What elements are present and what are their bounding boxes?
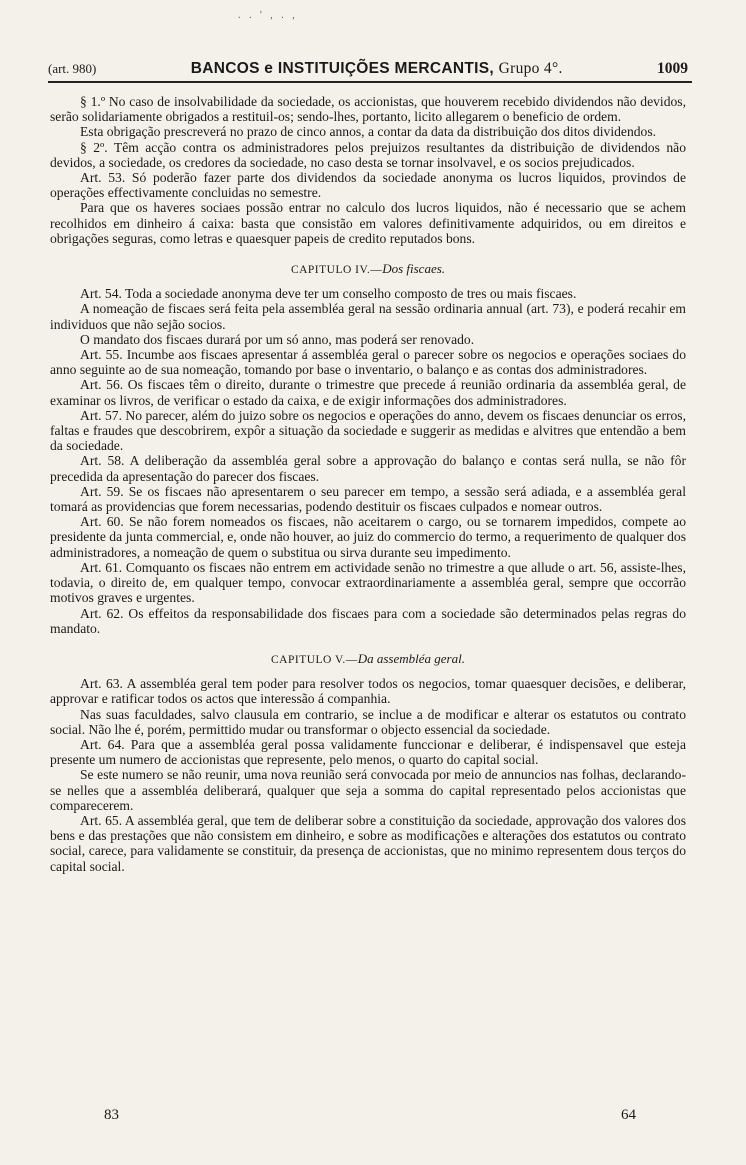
paragraph: Art. 65. A assembléa geral, que tem de deliberar sobre a constituição da sociedade, approvação dos valores dos bens e das prestações que não consistem em dinheiro, e sobre as modificações e alterações dos estatutos ou contrato social, carece, para validamente se constituir, da presença de accionistas, que no minimo representem dous terços do capital social. [50,812,686,874]
paragraph: O mandato dos fiscaes durará por um só anno, mas poderá ser renovado. [80,331,475,347]
paragraph: Art. 53. Só poderão fazer parte dos dividendos da sociedade anonyma os lucros liquidos, provindos de operações effectivamente concluidas no semestre. [50,170,686,201]
header-rule [48,81,692,83]
chapter-title: Da assembléa geral. [357,650,465,666]
header-title [191,60,563,78]
top-marks: . . ' , . , [238,10,298,21]
paragraph: Art. 54. Toda a sociedade anonyma deve ter um conselho composto de tres ou mais fiscaes. [80,286,577,302]
paragraph: § 1.º No caso de insolvabilidade da sociedade, os accionistas, que houverem recebido dividendos não devidos, serão solidariamente obrigados a restituil-os; sendo-lhes, portanto, licito allegarem o beneficio de ordem. [50,94,686,125]
paragraph: Art. 63. A assembléa geral tem poder para resolver todos os negocios, tomar quaesquer decisões, e deliberar, approvar e ratificar todos os actos que interessão á companhia. [50,676,686,707]
paragraph: Art. 61. Comquanto os fiscaes não entrem em actividade senão no trimestre a que allude o art. 56, assiste-lhes, todavia, o direito de, em qualquer tempo, convocar extraordinariamente a assembléa geral, sempre que occorrão motivos graves e urgentes. [50,559,686,606]
paragraph: A nomeação de fiscaes será feita pela assembléa geral na sessão ordinaria annual (art. 73), e poderá recahir em individuos que não sejão socios. [50,301,686,332]
chapter-heading-v [50,651,686,668]
chapter-label: CAPITULO V.— [271,653,358,666]
paragraph: Nas suas faculdades, salvo clausula em contrario, se inclue a de modificar e alterar os estatutos ou contrato social. Não lhe é, porém, permittido mudar ou transformar o objecto essencial da sociedade. [50,706,686,737]
paragraph: Art. 55. Incumbe aos fiscaes apresentar á assembléa geral o parecer sobre os negocios e operações sociaes do anno seguinte ao de sua nomeação, tomando por base o inventario, o balanço e as contas dos administradores. [50,347,686,378]
chapter-title: Dos fiscaes. [382,261,446,277]
paragraph: Art. 58. A deliberação da assembléa geral sobre a approvação do balanço e contas será nulla, se não fôr precedida da apresentação do parecer dos fiscaes. [50,453,686,484]
footer-right-number: 64 [621,1107,636,1123]
paragraph: Art. 59. Se os fiscaes não apresentarem o seu parecer em tempo, a sessão será adiada, e a assembléa geral tomará as providencias que forem necessarias, podendo destituir os fiscaes culpados e nomear outros. [50,483,686,515]
paragraph: Art. 56. Os fiscaes têm o direito, durante o trimestre que precede á reunião ordinaria da assembléa geral, de examinar os livros, de verificar o estado da caixa, e de exigir informações dos administradores. [50,377,686,408]
body-text [50,94,686,874]
paragraph: Esta obrigação prescreverá no prazo de cinco annos, a contar da data da distribuição dos ditos dividendos. [80,124,657,140]
running-header [48,60,688,78]
paragraph: § 2º. Têm acção contra os administradores pelos prejuizos resultantes da distribuição de dividendos não devidos, a sociedade, os credores da sociedade, no caso desta se tornar insolvavel, e os socios prejudicados. [50,139,686,170]
paragraph: Art. 64. Para que a assembléa geral possa validamente funccionar e deliberar, é indispensavel que esteja presente um numero de accionistas que represente, pelo menos, o quarto do capital social. [50,736,686,768]
footer-left-number: 83 [104,1107,119,1123]
header-title-text: BANCOS e INSTITUIÇÕES MERCANTIS, [190,60,494,77]
paragraph: Art. 57. No parecer, além do juizo sobre os negocios e operações do anno, devem os fiscaes denunciar os erros, faltas e fraudes que descobrirem, expôr a situação da sociedade e suggerir as medidas e alvitres que entendão a bem da sociedade. [50,407,686,454]
page-footer [104,1107,636,1124]
header-group: Grupo 4°. [498,60,563,77]
paragraph: Se este numero se não reunir, uma nova reunião será convocada por meio de annuncios nas folhas, declarando-se nelles que a assembléa deliberará, qualquer que seja a somma do capital representado pelos accionistas que comparecerem. [50,767,686,813]
paragraph: Art. 60. Se não forem nomeados os fiscaes, não aceitarem o cargo, ou se tornarem impedidos, compete ao presidente da junta commercial, e, onde não houver, ao juiz do commercio do termo, a requerimento de qualquer dos administradores, a nomeação de quem o substitua ou sirva durante seu impedimento. [50,514,686,560]
chapter-heading-iv [50,261,686,278]
article-range: (art. 980) [48,61,97,76]
paragraph: Art. 62. Os effeitos da responsabilidade dos fiscaes para com a sociedade são determinados pelas regras do mandato. [50,605,686,636]
paragraph: Para que os haveres sociaes possão entrar no calculo dos lucros liquidos, não é necessario que se achem recolhidos em dinheiro á caixa: basta que consistão em valores definitivamente adquiridos, ou em direitos e obrigações seguras, como letras e quaesquer papeis de credito reputados bons. [50,200,686,246]
chapter-label: CAPITULO IV.— [290,264,383,277]
page-number: 1009 [656,60,688,77]
